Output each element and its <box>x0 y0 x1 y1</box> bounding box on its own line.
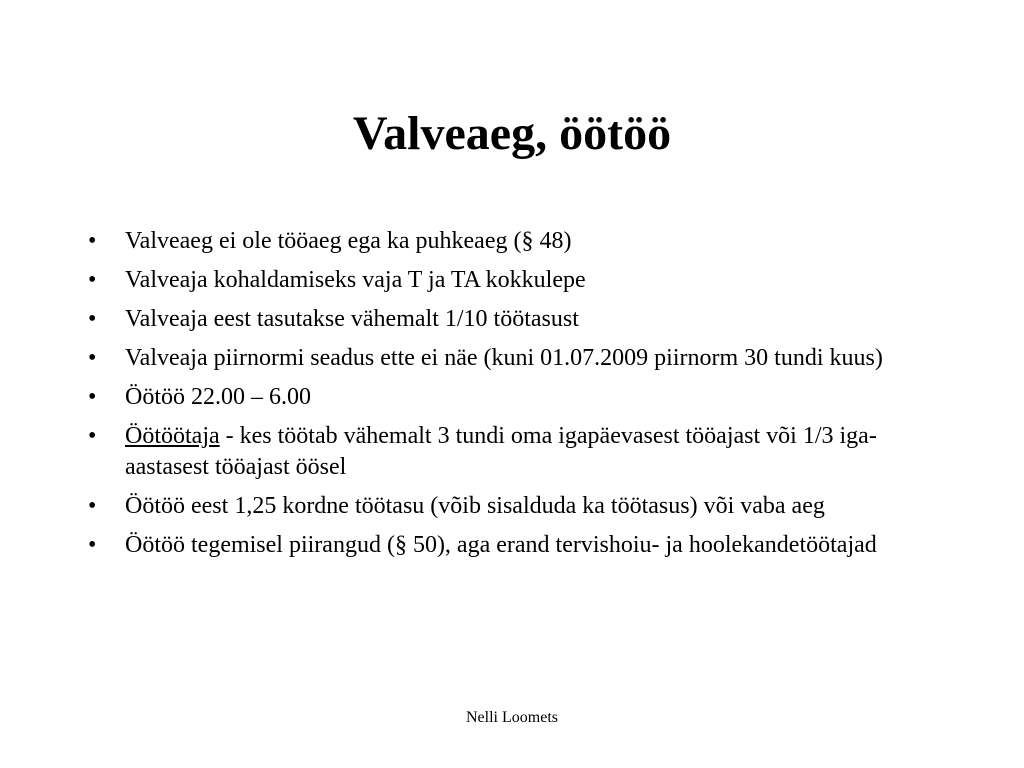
list-item <box>88 421 948 483</box>
bullet-text: Öötöö eest 1,25 kordne töötasu (võib sisalduda ka töötasus) või vaba aeg <box>125 493 825 519</box>
bullet-icon: • <box>88 532 97 558</box>
list-item <box>88 382 948 413</box>
slide-footer: Nelli Loomets <box>466 709 558 726</box>
list-item <box>88 343 948 374</box>
bullet-text: Valveaja eest tasutakse vähemalt 1/10 töötasust <box>125 306 579 332</box>
bullet-icon: • <box>88 345 97 371</box>
list-item <box>88 304 948 335</box>
list-item <box>88 265 948 296</box>
bullet-icon: • <box>88 228 97 254</box>
bullet-icon: • <box>88 267 97 293</box>
bullet-icon: • <box>88 384 97 410</box>
list-item <box>88 226 948 257</box>
bullet-term: Öötöötaja <box>125 423 220 449</box>
slide-title: Valveaeg, öötöö <box>352 107 672 160</box>
bullet-text: - kes töötab vähemalt 3 tundi oma igapäevasest tööajast või 1/3 iga-aastasest tööajast öösel <box>125 423 877 480</box>
bullet-text: Valveaja piirnormi seadus ette ei näe (kuni 01.07.2009 piirnorm 30 tundi kuus) <box>125 345 883 371</box>
bullet-list <box>88 226 948 569</box>
list-item <box>88 491 948 522</box>
bullet-icon: • <box>88 423 97 449</box>
bullet-text: Öötöö tegemisel piirangud (§ 50), aga erand tervishoiu- ja hoolekandetöötajad <box>125 532 877 558</box>
bullet-icon: • <box>88 306 97 332</box>
bullet-text: Valveaeg ei ole tööaeg ega ka puhkeaeg (§ 48) <box>125 228 572 254</box>
bullet-text: Valveaja kohaldamiseks vaja T ja TA kokkulepe <box>125 267 586 293</box>
bullet-text: Öötöö 22.00 – 6.00 <box>125 384 311 410</box>
list-item <box>88 530 948 561</box>
bullet-icon: • <box>88 493 97 519</box>
